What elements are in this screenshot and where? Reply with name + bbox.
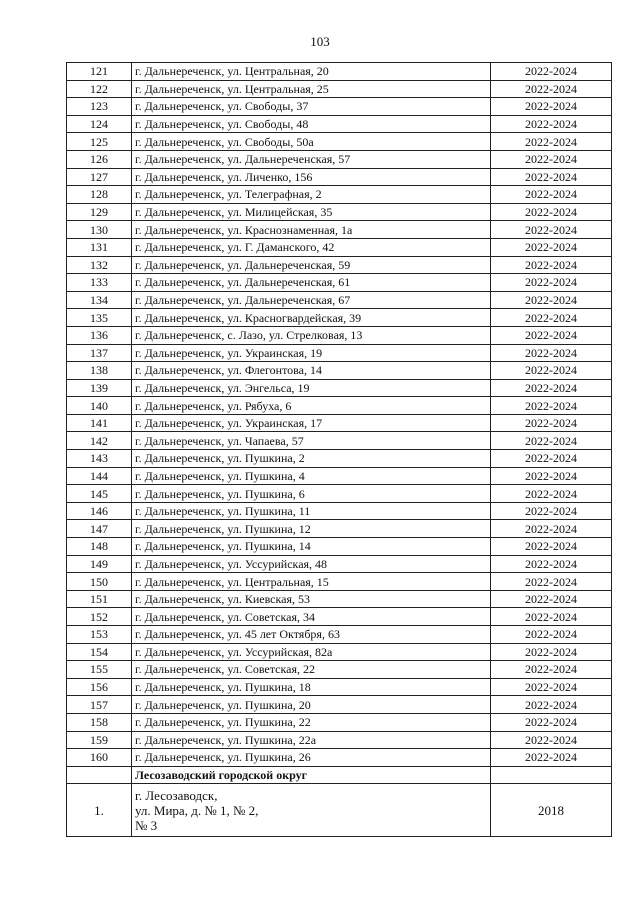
section-empty-cell	[491, 766, 612, 784]
row-period: 2022-2024	[491, 397, 612, 415]
row-address: г. Дальнереченск, ул. Центральная, 25	[132, 80, 491, 98]
row-period: 2022-2024	[491, 608, 612, 626]
row-period: 2022-2024	[491, 555, 612, 573]
table-row	[67, 326, 612, 344]
row-period: 2022-2024	[491, 731, 612, 749]
row-period: 2022-2024	[491, 414, 612, 432]
row-address-line: ул. Мира, д. № 1, № 2,	[135, 802, 259, 818]
row-period: 2022-2024	[491, 520, 612, 538]
row-period: 2022-2024	[491, 450, 612, 468]
table-row	[67, 344, 612, 362]
row-period: 2022-2024	[491, 573, 612, 591]
table-row	[67, 203, 612, 221]
table-row	[67, 485, 612, 503]
table-row	[67, 749, 612, 767]
row-number: 159	[67, 731, 132, 749]
row-period: 2022-2024	[491, 186, 612, 204]
table-row	[67, 291, 612, 309]
table-row	[67, 274, 612, 292]
table-row	[67, 362, 612, 380]
row-number: 137	[67, 344, 132, 362]
table-row	[67, 186, 612, 204]
page-number: 103	[310, 34, 330, 49]
row-address: г. Дальнереченск, ул. Милицейская, 35	[132, 203, 491, 221]
row-number: 130	[67, 221, 132, 239]
row-period: 2022-2024	[491, 538, 612, 556]
row-address: г. Дальнереченск, ул. Свободы, 50а	[132, 133, 491, 151]
row-number: 142	[67, 432, 132, 450]
table-row	[67, 731, 612, 749]
row-period: 2022-2024	[491, 626, 612, 644]
section-empty-cell	[67, 766, 132, 784]
row-address: г. Дальнереченск, ул. Советская, 22	[132, 661, 491, 679]
row-period: 2022-2024	[491, 643, 612, 661]
row-period: 2022-2024	[491, 379, 612, 397]
row-address: г. Дальнереченск, ул. Пушкина, 2	[132, 450, 491, 468]
row-address: г. Дальнереченск, ул. Украинская, 17	[132, 414, 491, 432]
table-row	[67, 626, 612, 644]
row-number: 150	[67, 573, 132, 591]
row-period: 2022-2024	[491, 678, 612, 696]
row-number: 149	[67, 555, 132, 573]
row-address: г. Дальнереченск, с. Лазо, ул. Стрелковая, 13	[132, 326, 491, 344]
row-number: 1.	[67, 784, 132, 837]
table-row	[67, 643, 612, 661]
row-number: 151	[67, 590, 132, 608]
row-period: 2022-2024	[491, 80, 612, 98]
row-address: г. Дальнереченск, ул. Киевская, 53	[132, 590, 491, 608]
row-period: 2022-2024	[491, 115, 612, 133]
table-row	[67, 696, 612, 714]
row-address: г. Дальнереченск, ул. Пушкина, 26	[132, 749, 491, 767]
row-period: 2022-2024	[491, 309, 612, 327]
row-address: г. Дальнереченск, ул. Энгельса, 19	[132, 379, 491, 397]
row-address: г. Дальнереченск, ул. Пушкина, 11	[132, 502, 491, 520]
row-number: 126	[67, 150, 132, 168]
row-period: 2022-2024	[491, 432, 612, 450]
row-address: г. Дальнереченск, ул. Уссурийская, 48	[132, 555, 491, 573]
row-address: г. Дальнереченск, ул. Личенко, 156	[132, 168, 491, 186]
row-period: 2022-2024	[491, 63, 612, 81]
row-number: 141	[67, 414, 132, 432]
table-row	[67, 98, 612, 116]
row-address-line: № 3	[135, 817, 158, 833]
row-number: 134	[67, 291, 132, 309]
row-address: г. Дальнереченск, ул. Рябуха, 6	[132, 397, 491, 415]
row-period: 2022-2024	[491, 291, 612, 309]
row-number: 152	[67, 608, 132, 626]
row-period: 2022-2024	[491, 485, 612, 503]
row-number: 155	[67, 661, 132, 679]
table-row	[67, 115, 612, 133]
table-row	[67, 221, 612, 239]
row-number: 146	[67, 502, 132, 520]
row-number: 131	[67, 238, 132, 256]
table-row	[67, 414, 612, 432]
table-row	[67, 256, 612, 274]
table-row	[67, 661, 612, 679]
row-number: 127	[67, 168, 132, 186]
row-address	[132, 784, 491, 837]
row-period: 2022-2024	[491, 344, 612, 362]
table-row	[67, 379, 612, 397]
row-number: 157	[67, 696, 132, 714]
row-address: г. Дальнереченск, ул. Дальнереченская, 61	[132, 274, 491, 292]
table-row	[67, 520, 612, 538]
row-number: 156	[67, 678, 132, 696]
row-number: 138	[67, 362, 132, 380]
row-address: г. Дальнереченск, ул. Пушкина, 14	[132, 538, 491, 556]
row-period: 2022-2024	[491, 168, 612, 186]
row-period: 2022-2024	[491, 749, 612, 767]
row-address: г. Дальнереченск, ул. Пушкина, 18	[132, 678, 491, 696]
row-period: 2022-2024	[491, 502, 612, 520]
row-period: 2022-2024	[491, 150, 612, 168]
address-table	[66, 62, 612, 837]
row-number: 144	[67, 467, 132, 485]
table-row	[67, 467, 612, 485]
row-address: г. Дальнереченск, ул. Красногвардейская, 39	[132, 309, 491, 327]
row-address-line: г. Лесозаводск,	[135, 787, 218, 803]
row-address: г. Дальнереченск, ул. Пушкина, 22а	[132, 731, 491, 749]
row-address: г. Дальнереченск, ул. Дальнереченская, 57	[132, 150, 491, 168]
row-number: 154	[67, 643, 132, 661]
table-row	[67, 133, 612, 151]
row-period: 2022-2024	[491, 133, 612, 151]
row-number: 143	[67, 450, 132, 468]
row-period: 2018	[491, 784, 612, 837]
row-period: 2022-2024	[491, 590, 612, 608]
table-row	[67, 80, 612, 98]
row-address: г. Дальнереченск, ул. Центральная, 15	[132, 573, 491, 591]
row-period: 2022-2024	[491, 696, 612, 714]
row-address: г. Дальнереченск, ул. Телеграфная, 2	[132, 186, 491, 204]
row-number: 128	[67, 186, 132, 204]
row-address: г. Дальнереченск, ул. Украинская, 19	[132, 344, 491, 362]
table-row	[67, 538, 612, 556]
row-period: 2022-2024	[491, 203, 612, 221]
table-row	[67, 432, 612, 450]
row-period: 2022-2024	[491, 221, 612, 239]
table-row	[67, 502, 612, 520]
table-row	[67, 450, 612, 468]
row-number: 122	[67, 80, 132, 98]
table-row	[67, 238, 612, 256]
row-address: г. Дальнереченск, ул. Пушкина, 22	[132, 713, 491, 731]
row-address: г. Дальнереченск, ул. Дальнереченская, 59	[132, 256, 491, 274]
row-address: г. Дальнереченск, ул. Свободы, 48	[132, 115, 491, 133]
section-row	[67, 766, 612, 784]
row-address: г. Дальнереченск, ул. Пушкина, 6	[132, 485, 491, 503]
row-period: 2022-2024	[491, 326, 612, 344]
table-row	[67, 573, 612, 591]
row-period: 2022-2024	[491, 274, 612, 292]
table-row	[67, 608, 612, 626]
row-number: 133	[67, 274, 132, 292]
row-number: 145	[67, 485, 132, 503]
row-period: 2022-2024	[491, 467, 612, 485]
row-period: 2022-2024	[491, 713, 612, 731]
row-number: 135	[67, 309, 132, 327]
row-number: 148	[67, 538, 132, 556]
row-address: г. Дальнереченск, ул. Свободы, 37	[132, 98, 491, 116]
row-address: г. Дальнереченск, ул. Дальнереченская, 67	[132, 291, 491, 309]
table-row	[67, 713, 612, 731]
row-number: 125	[67, 133, 132, 151]
row-address: г. Дальнереченск, ул. Центральная, 20	[132, 63, 491, 81]
row-address: г. Дальнереченск, ул. Чапаева, 57	[132, 432, 491, 450]
row-number: 153	[67, 626, 132, 644]
row-number: 147	[67, 520, 132, 538]
row-address: г. Дальнереченск, ул. Флегонтова, 14	[132, 362, 491, 380]
table-row	[67, 555, 612, 573]
row-address: г. Дальнереченск, ул. Краснознаменная, 1а	[132, 221, 491, 239]
row-number: 136	[67, 326, 132, 344]
row-address: г. Дальнереченск, ул. Советская, 34	[132, 608, 491, 626]
table-row	[67, 63, 612, 81]
row-number: 121	[67, 63, 132, 81]
row-period: 2022-2024	[491, 661, 612, 679]
row-address: г. Дальнереченск, ул. Пушкина, 4	[132, 467, 491, 485]
row-number: 124	[67, 115, 132, 133]
row-number: 123	[67, 98, 132, 116]
row-number: 139	[67, 379, 132, 397]
row-number: 140	[67, 397, 132, 415]
table-row	[67, 784, 612, 837]
table-row	[67, 309, 612, 327]
row-period: 2022-2024	[491, 238, 612, 256]
row-number: 158	[67, 713, 132, 731]
table-row	[67, 678, 612, 696]
address-table-body	[67, 63, 612, 837]
row-period: 2022-2024	[491, 362, 612, 380]
section-title: Лесозаводский городской округ	[132, 766, 491, 784]
row-period: 2022-2024	[491, 98, 612, 116]
table-row	[67, 397, 612, 415]
row-address: г. Дальнереченск, ул. 45 лет Октября, 63	[132, 626, 491, 644]
table-row	[67, 150, 612, 168]
row-address: г. Дальнереченск, ул. Уссурийская, 82а	[132, 643, 491, 661]
row-address: г. Дальнереченск, ул. Г. Даманского, 42	[132, 238, 491, 256]
row-number: 129	[67, 203, 132, 221]
row-number: 132	[67, 256, 132, 274]
table-row	[67, 590, 612, 608]
row-address: г. Дальнереченск, ул. Пушкина, 20	[132, 696, 491, 714]
table-row	[67, 168, 612, 186]
row-number: 160	[67, 749, 132, 767]
row-period: 2022-2024	[491, 256, 612, 274]
row-address: г. Дальнереченск, ул. Пушкина, 12	[132, 520, 491, 538]
